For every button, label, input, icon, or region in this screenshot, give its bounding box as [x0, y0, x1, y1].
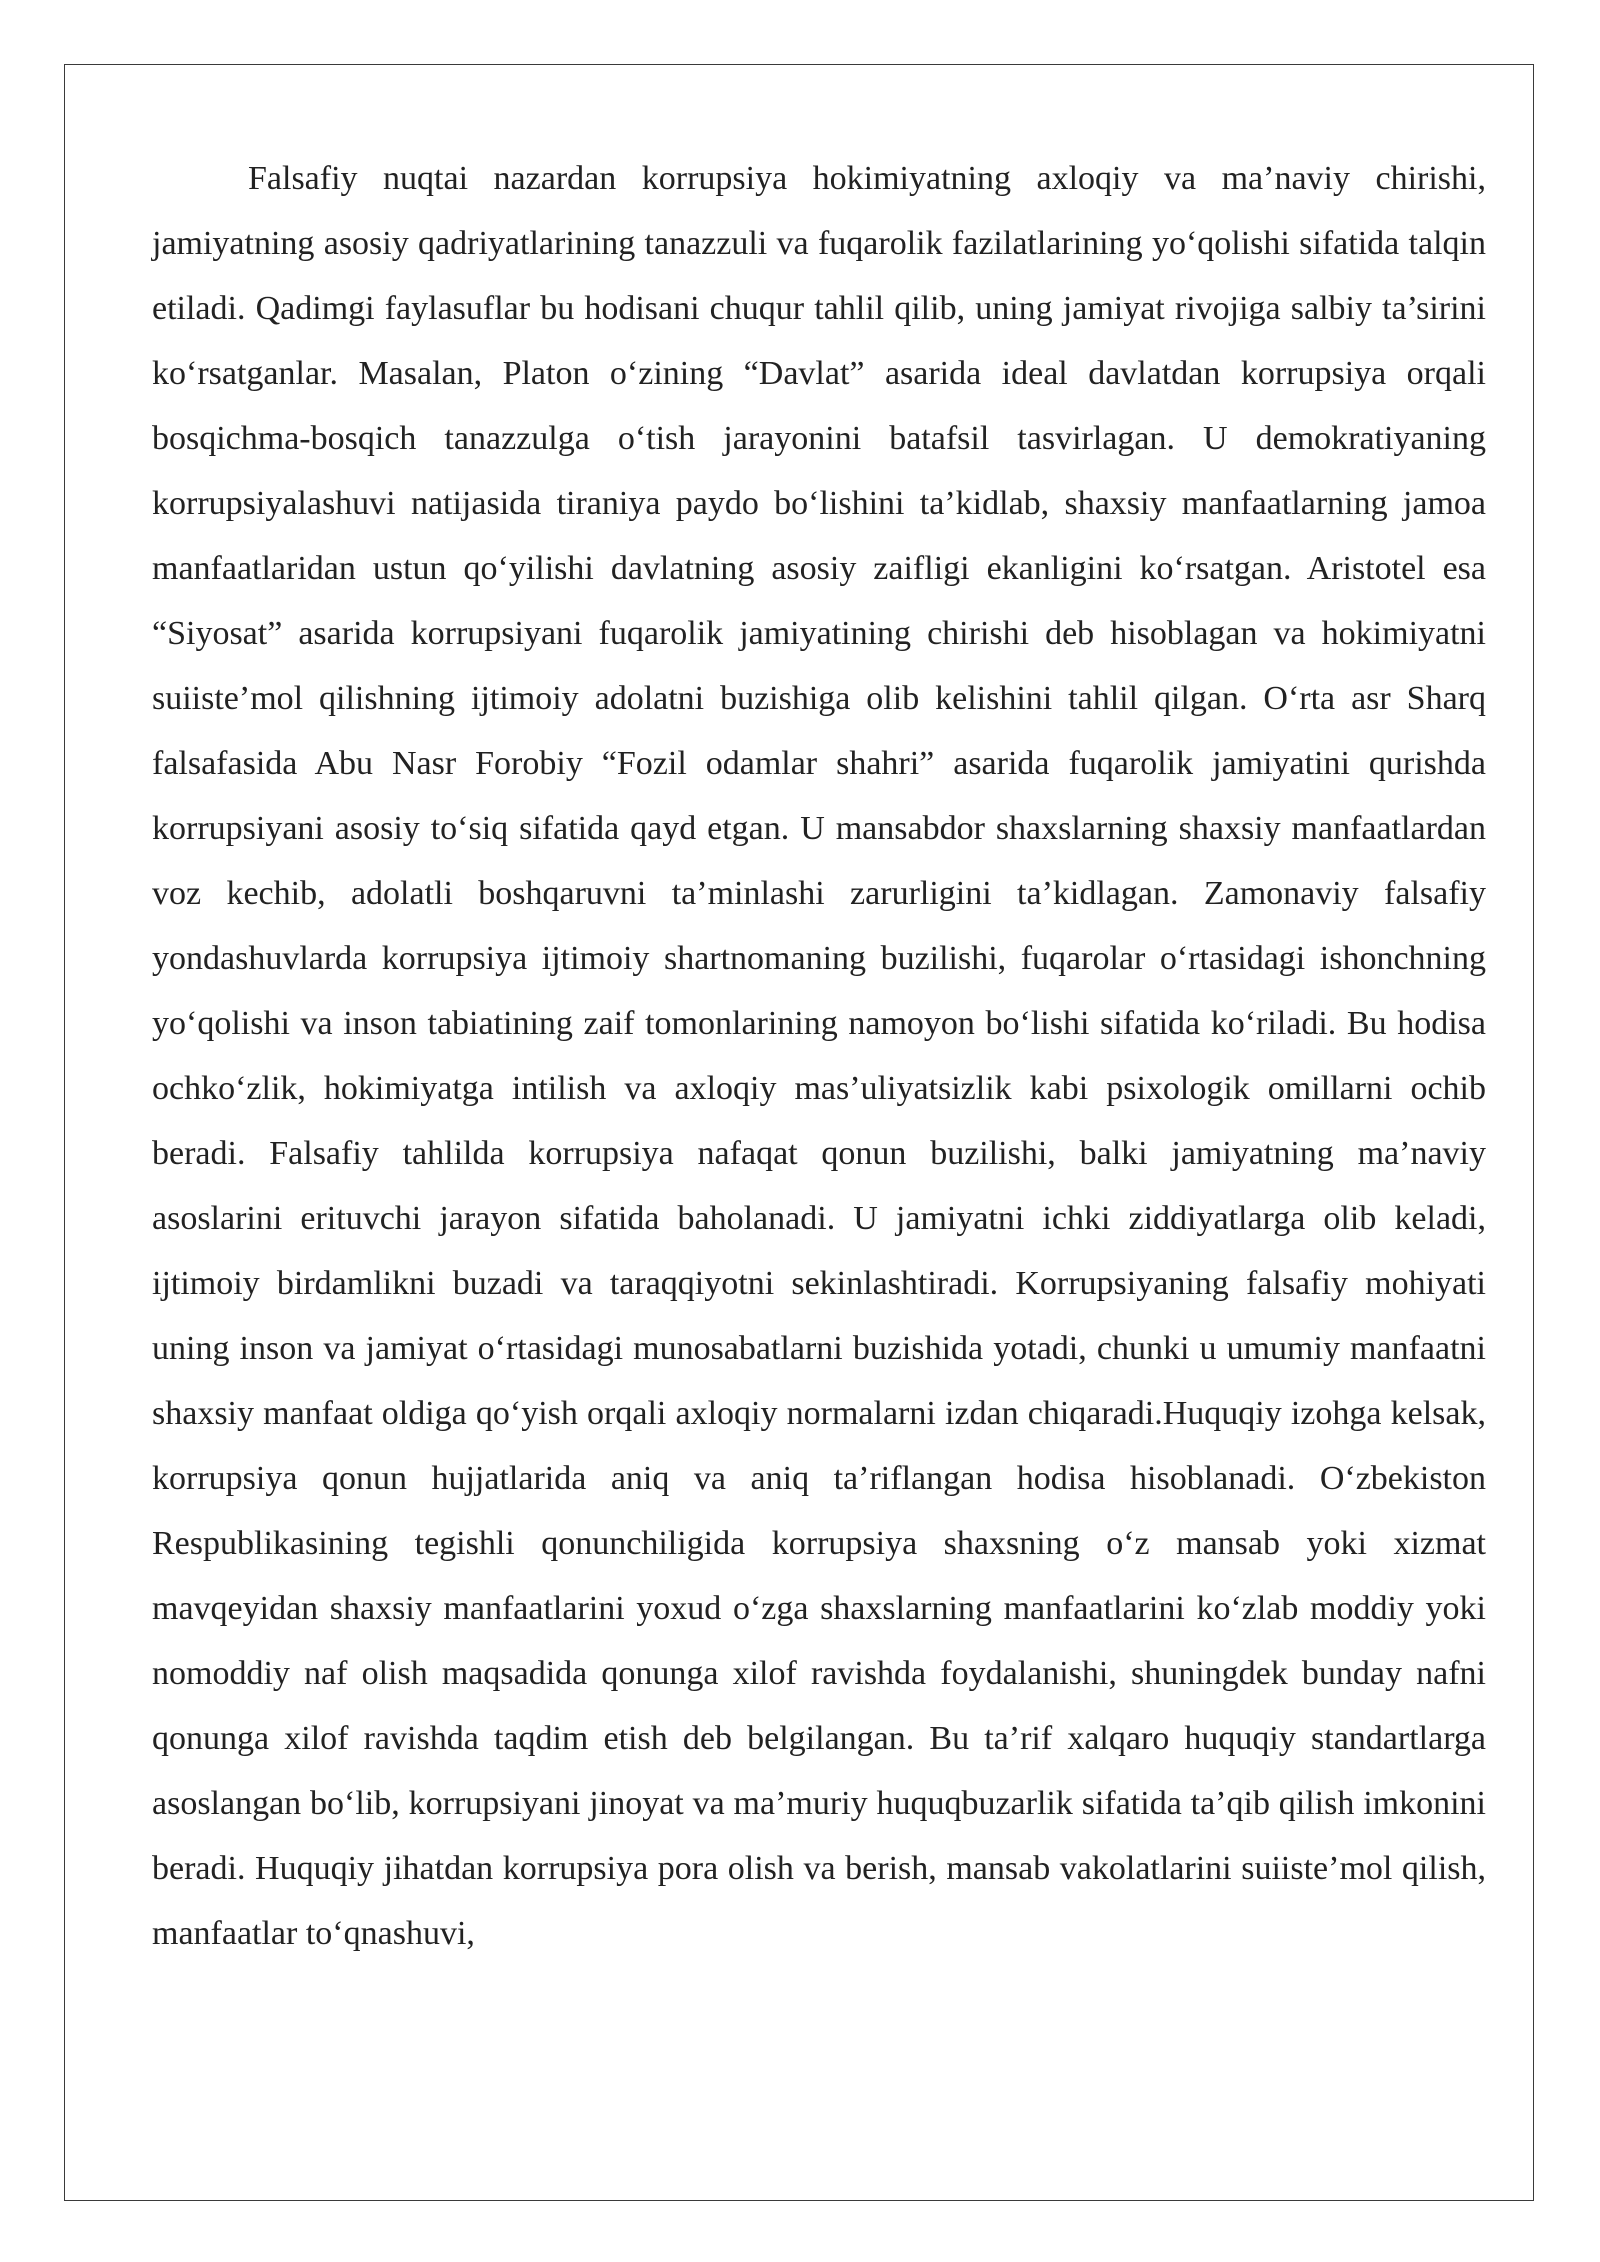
body-paragraph: Falsafiy nuqtai nazardan korrupsiya hokimiyatning axloqiy va ma’naviy chirishi, jamiyatning asosiy qadriyatlarining tanazzuli va fuqarolik fazilatlarining yo‘qolishi sifatida talqin etiladi. Qadimgi faylasuflar bu hodisani chuqur tahlil qilib, uning jamiyat rivojiga salbiy ta’sirini ko‘rsatganlar. Masalan, Platon o‘zining “Davlat” asarida ideal davlatdan korrupsiya orqali bosqichma-bosqich tanazzulga o‘tish jarayonini batafsil tasvirlagan. U demokratiyaning korrupsiyalashuvi natijasida tiraniya paydo bo‘lishini ta’kidlab, shaxsiy manfaatlarning jamoa manfaatlaridan ustun qo‘yilishi davlatning asosiy zaifligi ekanligini ko‘rsatgan. Aristotel esa “Siyosat” asarida korrupsiyani fuqarolik jamiyatining chirishi deb hisoblagan va hokimiyatni suiiste’mol qilishning ijtimoiy adolatni buzishiga olib kelishini tahlil qilgan. O‘rta asr Sharq falsafasida Abu Nasr Forobiy “Fozil odamlar shahri” asarida fuqarolik jamiyatini qurishda korrupsiyani asosiy to‘siq sifatida qayd etgan. U mansabdor shaxslarning shaxsiy manfaatlardan voz kechib, adolatli boshqaruvni ta’minlashi zarurligini ta’kidlagan. Zamonaviy falsafiy yondashuvlarda korrupsiya ijtimoiy shartnomaning buzilishi, fuqarolar o‘rtasidagi ishonchning yo‘qolishi va inson tabiatining zaif tomonlarining namoyon bo‘lishi sifatida ko‘riladi. Bu hodisa ochko‘zlik, hokimiyatga intilish va axloqiy mas’uliyatsizlik kabi psixologik omillarni ochib beradi. Falsafiy tahlilda korrupsiya nafaqat qonun buzilishi, balki jamiyatning ma’naviy asoslarini erituvchi jarayon sifatida baholanadi. U jamiyatni ichki ziddiyatlarga olib keladi, ijtimoiy birdamlikni buzadi va taraqqiyotni sekinlashtiradi. Korrupsiyaning falsafiy mohiyati uning inson va jamiyat o‘rtasidagi munosabatlarni buzishida yotadi, chunki u umumiy manfaatni shaxsiy manfaat oldiga qo‘yish orqali axloqiy normalarni izdan chiqaradi.Huquqiy izohga kelsak, korrupsiya qonun hujjatlarida aniq va aniq ta’riflangan hodisa hisoblanadi. O‘zbekiston Respublikasining tegishli qonunchiligida korrupsiya shaxsning o‘z mansab yoki xizmat mavqeyidan shaxsiy manfaatlarini yoxud o‘zga shaxslarning manfaatlarini ko‘zlab moddiy yoki nomoddiy naf olish maqsadida qonunga xilof ravishda foydalanishi, shuningdek bunday nafni qonunga xilof ravishda taqdim etish deb belgilangan. Bu ta’rif xalqaro huquqiy standartlarga asoslangan bo‘lib, korrupsiyani jinoyat va ma’muriy huquqbuzarlik sifatida ta’qib qilish imkonini beradi. Huquqiy jihatdan korrupsiya pora olish va berish, mansab vakolatlarini suiiste’mol qilish, manfaatlar to‘qnashuvi, [152, 160, 1486, 1952]
